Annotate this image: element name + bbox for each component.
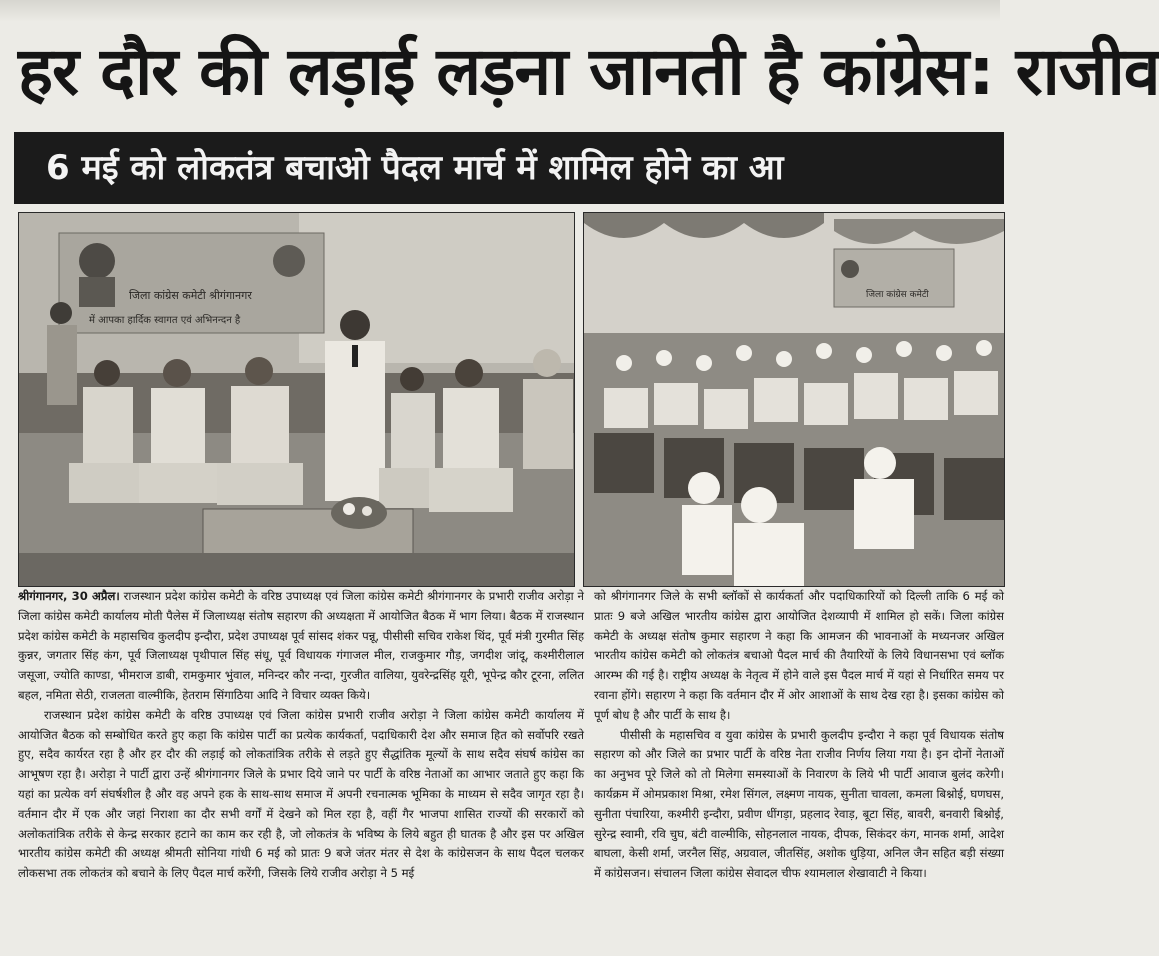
banner-line-2: में आपका हार्दिक स्वागत एवं अभिनन्दन है [89, 315, 241, 326]
paragraph-text: राजस्थान प्रदेश कांग्रेस कमेटी के वरिष्ठ उपाध्यक्ष एवं जिला कांग्रेस कमेटी श्रीगंगानगर के प्रभारी राजीव अरोड़ा ने जिला कांग्रेस कमेटी कार्यालय मोती पैलेस में जिलाध्यक्ष संतोष सहारण की अध्यक्षता में आयोजित बैठक में भाग लिया। बैठक में राजस्थान प्रदेश कांग्रेस कमेटी के महासचिव कुलदीप इन्दौरा, प्रदेश उपाध्यक्ष पूर्व सांसद शंकर पन्नू, पीसीसी सचिव राकेश थिंद, पूर्व मंत्री गुरमीत सिंह कुन्नर, जगतार सिंह कंग, पूर्व जिलाध्यक्ष पृथीपाल सिंह संधू, पूर्व विधायक गंगाजल मील, राजकुमार गौड़, जगदीश जांदू, कश्मीरीलाल जसूजा, ज्योति काण्डा, भीमराज डाबी, रामकुमार भुंवाल, मनिन्दर कौर नन्दा, गुरजीत वालिया, युवरेन्द्रसिंह यूरी, भूपेन्द्र कौर टूरना, ललित बहल, नमिता सेठी, राजलता वाल्मीकि, हेतराम सिंगाठिया आदि ने विचार व्यक्त किये। [18, 589, 584, 702]
article-paragraph [18, 587, 584, 706]
headline: हर दौर की लड़ाई लड़ना जानती है कांग्रेस: राजीव [18, 33, 1159, 110]
article-paragraph: को श्रीगंगानगर जिले के सभी ब्लॉकों से कार्यकर्ता और पदाधिकारियों को दिल्ली ताकि 6 मई को प्रातः 9 बजे अखिल भारतीय कांग्रेस द्वारा आयोजित देशव्यापी में शामिल हो सकें। जिला कांग्रेस कमेटी के अध्यक्ष संतोष कुमार सहारण ने कहा कि आमजन की भावनाओं के मध्यनजर अखिल भारतीय कांग्रेस कमेटी को लोकतंत्र बचाओ पैदल मार्च की तैयारियों के लिये विधानसभा एवं ब्लॉक आरम्भ की गई है। राष्ट्रीय अध्यक्ष के नेतृत्व में होने वाले इस पैदल मार्च में यहां से निर्धारित समय पर रवाना होंगे। सहारण ने कहा कि वर्तमान दौर में ओर आशाओं के साथ देख रहा है। इसका कांग्रेस को पूर्ण बोध है और पार्टी के साथ है। [594, 589, 1004, 722]
audience-photo-illustration [584, 213, 1004, 586]
photo-stage-meeting [18, 212, 575, 587]
article-paragraph: पीसीसी के महासचिव व युवा कांग्रेस के प्रभारी कुलदीप इन्दौरा ने कहा पूर्व विधायक संतोष सहारण को और जिले का प्रभार पार्टी के वरिष्ठ नेता राजीव निर्णय लिया गया है। इन दोनों नेताओं का अनुभव पूरे जिले को तो मिलेगा समस्याओं के निवारण के लिये भी पार्टी आवाज बुलंद करेगी। कार्यक्रम में ओमप्रकाश मिश्रा, रमेश सिंगल, लक्ष्मण नायक, सुनीता चावला, कमला बिश्नोई, घणघस, सुनीता पंचारिया, कश्मीरी इन्दौरा, प्रवीण धींगड़ा, प्रहलाद रेवाड़, बूटा सिंह, बावरी, बनवारी बिश्नोई, सुरेन्द्र स्वामी, रवि चुघ, बंटी वाल्मीकि, सोहनलाल नायक, दीपक, सिकंदर कंग, मानक शर्मा, आदेश बाघला, केसी शर्मा, जरनैल सिंह, अग्रवाल, जीतसिंह, अशोक धुड़िया, अनिल जैन सहित बड़ी संख्या में कांग्रेसजन। संचालन जिला कांग्रेस सेवादल चीफ श्यामलाल शेखावाटी ने किया। [594, 727, 1004, 881]
subheadline: 6 मई को लोकतंत्र बचाओ पैदल मार्च में शामिल होने का आ [46, 148, 784, 188]
article-column-left [18, 587, 584, 956]
article-paragraph: राजस्थान प्रदेश कांग्रेस कमेटी के वरिष्ठ उपाध्यक्ष एवं जिला कांग्रेस प्रभारी राजीव अरोड़ा ने जिला कांग्रेस कमेटी कार्यालय में आयोजित बैठक को सम्बोधित करते हुए कहा कि कांग्रेस पार्टी का प्रत्येक कार्यकर्ता, पदाधिकारी देश और समाज हित को सर्वोपरि रखते हुए, सदैव कार्यरत रहा है और हर दौर की लड़ाई को लोकतांत्रिक तरीके से लड़ते हुए सैद्धांतिक मूल्यों के साथ सदैव संघर्ष कांग्रेस का आभूषण रहा है। अरोड़ा ने पार्टी द्वारा उन्हें श्रीगंगानगर जिले के प्रभार दिये जाने पर पार्टी के वरिष्ठ नेताओं का आभार जताते हुए कहा कि यहां का प्रत्येक वर्ग संघर्षशील है और वह अपने हक के साथ-साथ समाज में अपनी रचनात्मक भूमिका के माध्यम से सदैव जागृत रहा है। वर्तमान दौर में एक और जहां निराशा का दौर सभी वर्गों में देखने को मिल रहा है, वहीं गैर भाजपा शासित राज्यों की सरकारों को अलोकतांत्रिक तरीके से केन्द्र सरकार हटाने का काम कर रही है, जो लोकतंत्र के भविष्य के लिये बहुत ही घातक है और इस पर अखिल भारतीय कांग्रेस कमेटी की अध्यक्ष श्रीमती सोनिया गांधी 6 मई को प्रातः 9 बजे जंतर मंतर से देश के कांग्रेसजन के साथ पैदल चलकर लोकसभा तक लोकतंत्र को बचाने के लिए पैदल मार्च करेंगी, जिसके लिये राजीव अरोड़ा ने 5 मई [18, 707, 584, 881]
photo-audience-hall [583, 212, 1005, 587]
stage-photo-illustration [19, 213, 574, 586]
subheadline-bar [14, 132, 1004, 204]
article-column-right [594, 587, 1004, 956]
welcome-banner [59, 233, 324, 333]
dateline: श्रीगंगानगर, 30 अप्रैल। [18, 589, 120, 603]
hall-banner [834, 249, 954, 307]
hall-banner-text: जिला कांग्रेस कमेटी [866, 290, 929, 300]
previous-article-strip [0, 0, 1000, 22]
banner-line-1: जिला कांग्रेस कमेटी श्रीगंगानगर [129, 289, 252, 302]
